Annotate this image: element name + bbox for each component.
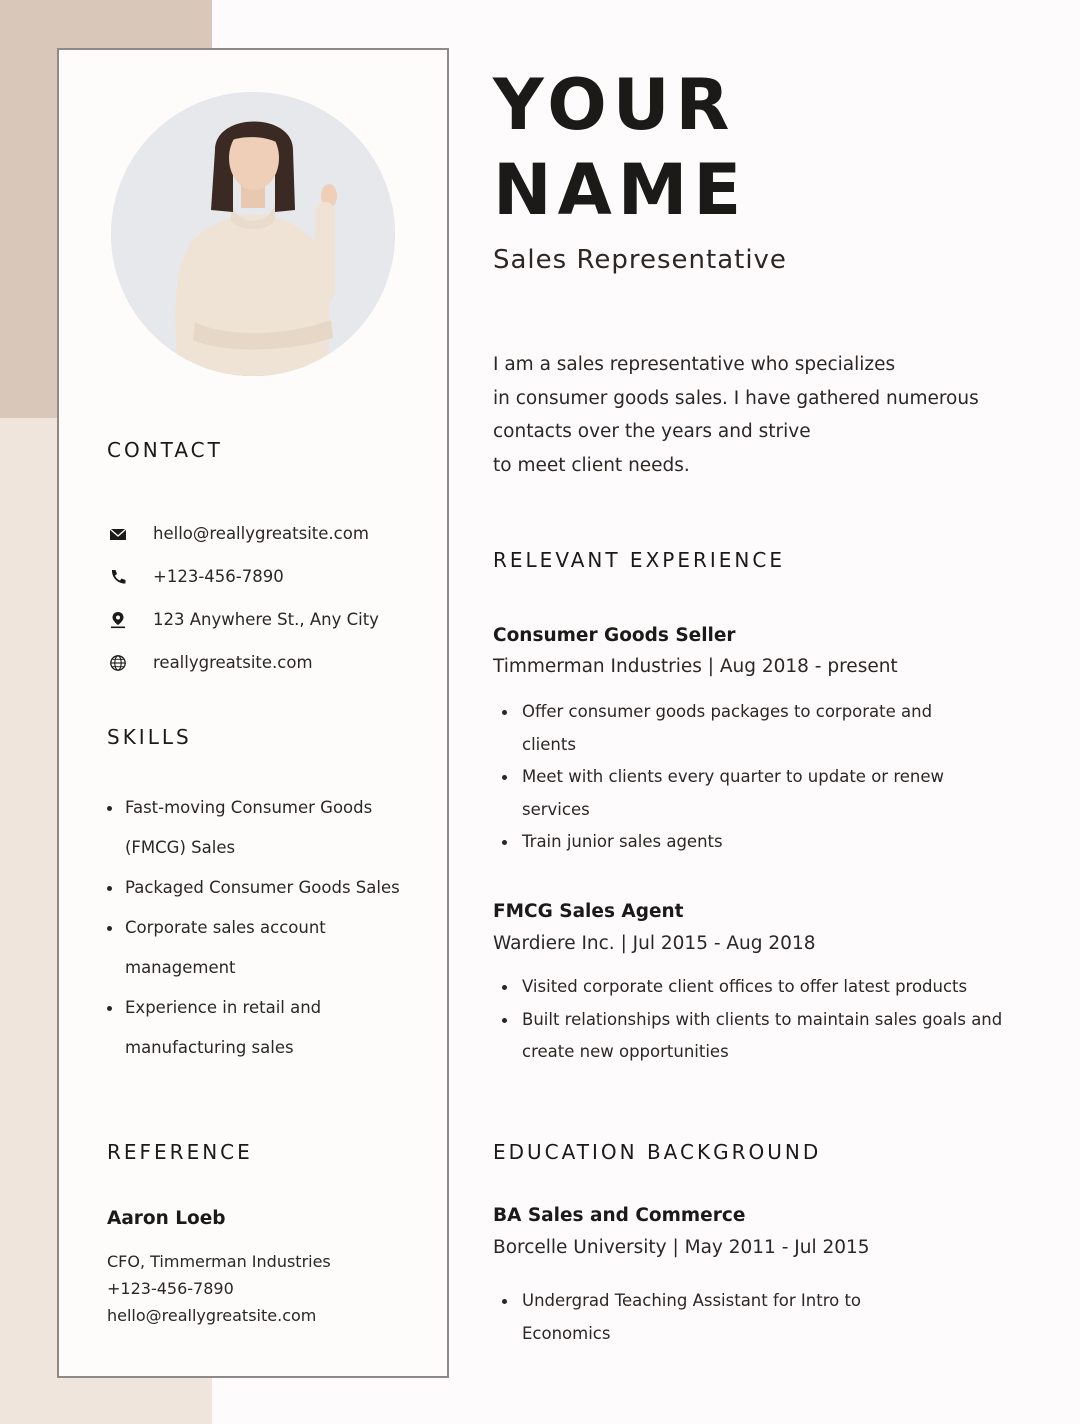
skill-item: Experience in retail and manufacturing sales [107, 988, 427, 1068]
job-1-bullet: Offer consumer goods packages to corporate and clients [493, 696, 963, 761]
contact-phone-text[interactable]: +123-456-7890 [153, 567, 284, 586]
contact-website [107, 641, 379, 684]
education-bullets [493, 1285, 913, 1350]
contact-address-text: 123 Anywhere St., Any City [153, 610, 379, 629]
reference-email: hello@reallygreatsite.com [107, 1306, 317, 1325]
mail-icon [107, 523, 129, 545]
reference-phone: +123-456-7890 [107, 1279, 234, 1298]
contact-website-text[interactable]: reallygreatsite.com [153, 653, 313, 672]
skill-item: Corporate sales account management [107, 908, 427, 988]
contact-heading: CONTACT [107, 438, 223, 462]
job-2-role: FMCG Sales Agent [493, 901, 684, 922]
experience-heading: RELEVANT EXPERIENCE [493, 548, 785, 572]
contact-email-text[interactable]: hello@reallygreatsite.com [153, 524, 369, 543]
name-line-1: YOUR [493, 64, 736, 146]
education-school: Borcelle University | May 2011 - Jul 2015 [493, 1237, 870, 1258]
profile-summary [493, 348, 1053, 482]
contact-phone [107, 555, 379, 598]
contact-email [107, 512, 379, 555]
job-2-company: Wardiere Inc. | Jul 2015 - Aug 2018 [493, 933, 816, 954]
location-pin-icon [107, 609, 129, 631]
summary-line: I am a sales representative who specializes [493, 354, 896, 375]
skill-item: Fast-moving Consumer Goods (FMCG) Sales [107, 788, 427, 868]
education-heading: EDUCATION BACKGROUND [493, 1140, 822, 1164]
job-2-bullet: Visited corporate client offices to offer latest products [493, 971, 1013, 1004]
job-1-role: Consumer Goods Seller [493, 625, 736, 646]
skills-heading: SKILLS [107, 725, 192, 749]
reference-heading: REFERENCE [107, 1140, 253, 1164]
reference-details [107, 1248, 331, 1329]
name-line-2: NAME [493, 149, 748, 231]
summary-line: contacts over the years and strive [493, 421, 811, 442]
globe-icon [107, 652, 129, 674]
summary-line: in consumer goods sales. I have gathered numerous [493, 387, 979, 409]
job-2-bullet: Built relationships with clients to maintain sales goals and create new opportunities [493, 1004, 1013, 1069]
skills-list [107, 788, 427, 1068]
summary-line: to meet client needs. [493, 454, 690, 476]
skill-item: Packaged Consumer Goods Sales [107, 868, 427, 908]
reference-name: Aaron Loeb [107, 1208, 226, 1229]
profile-photo-illustration [111, 92, 395, 376]
job-title: Sales Representative [493, 245, 787, 275]
reference-position: CFO, Timmerman Industries [107, 1252, 331, 1271]
job-1-bullet: Meet with clients every quarter to update or renew services [493, 761, 963, 826]
job-1-company: Timmerman Industries | Aug 2018 - present [493, 656, 898, 677]
contact-list [107, 512, 379, 684]
education-bullet: Undergrad Teaching Assistant for Intro to Economics [493, 1285, 913, 1350]
job-1-bullets [493, 696, 963, 859]
job-2-bullets [493, 971, 1013, 1069]
sidebar-panel [57, 48, 449, 1378]
phone-icon [107, 566, 129, 588]
profile-photo [111, 92, 395, 376]
job-1-bullet: Train junior sales agents [493, 826, 963, 859]
education-degree: BA Sales and Commerce [493, 1205, 746, 1226]
contact-address [107, 598, 379, 641]
